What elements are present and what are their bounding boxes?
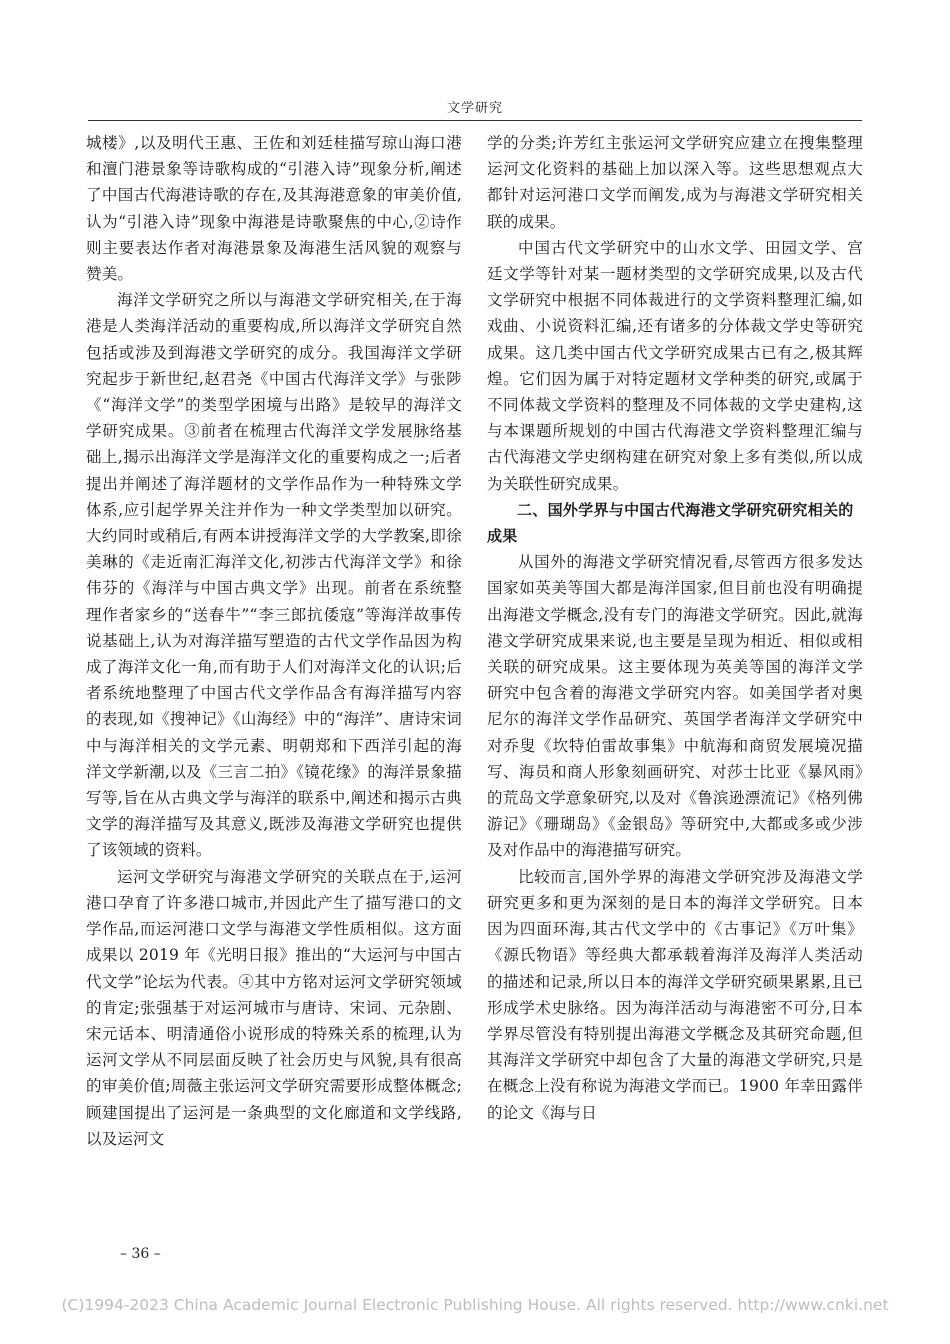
left-column bbox=[86, 130, 462, 1240]
paragraph: 海洋文学研究之所以与海港文学研究相关,在于海港是人类海洋活动的重要构成,所以海洋文学研究自然包括或涉及到海港文学研究的成分。我国海洋文学研究起步于新世纪,赵君尧《中国古代海洋文学》与张陟《“海洋文学”的类型学困境与出路》是较早的海洋文学研究成果。③前者在梳理古代海洋文学发展脉络基础上,揭示出海洋文学是海洋文化的重要构成之一;后者提出并阐述了海洋题材的文学作品作为一种特殊文学体系,应引起学界关注并作为一种文学类型加以研究。大约同时或稍后,有两本讲授海洋文学的大学教案,即徐美琳的《走近南汇海洋文化,初涉古代海洋文学》和徐伟芬的《海洋与中国古典文学》出现。前者在系统整理作者家乡的“送春牛”“李三郎抗倭寇”等海洋故事传说基础上,认为对海洋描写塑造的古代文学作品因为构成了海洋文化一角,而有助于人们对海洋文化的认识;后者系统地整理了中国古代文学作品含有海洋描写内容的表现,如《搜神记》《山海经》中的“海洋”、唐诗宋词中与海洋相关的文学元素、明朝郑和下西洋引起的海洋文学新潮,以及《三言二拍》《镜花缘》的海洋景象描写等,旨在从古典文学与海洋的联系中,阐述和揭示古典文学的海洋描写及其意义,既涉及海港文学研究也提供了该领域的资料。 bbox=[86, 291, 462, 860]
paragraph: 比较而言,国外学界的海港文学研究涉及海港文学研究更多和更为深刻的是日本的海洋文学研究。日本因为四面环海,其古代文学中的《古事记》《万叶集》《源氏物语》等经典大都承载着海洋及海洋人类活动的描述和记录,所以日本的海洋文学研究硕果累累,且已形成学术史脉络。因为海洋活动与海港密不可分,日本学界尽管没有特别提出海港文学概念及其研究命题,但其海洋文学研究中却包含了大量的海港文学研究,只是在概念上没有称说为海港文学而已。1900 年幸田露伴的论文《海与日 bbox=[487, 867, 863, 1122]
paragraph: 城楼》,以及明代王惠、王佐和刘廷桂描写琼山海口港和澶门港景象等诗歌构成的“引港入诗”现象分析,阐述了中国古代海港诗歌的存在,及其海港意象的审美价值,认为“引港入诗”现象中海港是诗歌聚焦的中心,②诗作则主要表达作者对海港景象及海港生活风貌的观察与赞美。 bbox=[86, 134, 462, 284]
page-number: – 36 – bbox=[120, 1246, 161, 1262]
section-heading: 二、国外学界与中国古代海港文学研究研究相关的成果 bbox=[487, 500, 854, 546]
paragraph: 运河文学研究与海港文学研究的关联点在于,运河港口孕育了许多港口城市,并因此产生了描写港口的文学作品,而运河港口文学与海港文学性质相似。这方面成果以 2019 年《光明日报》推出的“大运河与中国古代文学”论坛为代表。④其中方铭对运河文学研究领域的肯定;张强基于对运河城市与唐诗、宋词、元杂剧、宋元话本、明清通俗小说形成的特殊关系的梳理,认为运河文学从不同层面反映了社会历史与风貌,具有很高的审美价值;周薇主张运河文学研究需要形成整体概念;顾建国提出了运河是一条典型的文化廊道和文学线路,以及运河文 bbox=[86, 867, 462, 1148]
copyright-watermark: (C)1994-2023 China Academic Journal Electronic Publishing House. All rights reserved. http://www.cnki.net bbox=[61, 1296, 889, 1314]
running-header: 文学研究 bbox=[446, 101, 503, 116]
right-column bbox=[487, 130, 863, 1240]
header-rule bbox=[88, 120, 862, 121]
paragraph: 学的分类;许芳红主张运河文学研究应建立在搜集整理运河文化资料的基础上加以深入等。这些思想观点大都针对运河港口文学而阐发,成为与海港文学研究相关联的成果。 bbox=[487, 134, 863, 231]
paragraph: 从国外的海港文学研究情况看,尽管西方很多发达国家如英美等国大都是海洋国家,但目前也没有明确提出海港文学概念,没有专门的海港文学研究。因此,就海港文学研究成果来说,也主要是呈现为相近、相似或相关联的研究成果。这主要体现为英美等国的海洋文学研究中包含着的海港文学研究内容。如美国学者对奥尼尔的海洋文学作品研究、英国学者海洋文学研究中对乔叟《坎特伯雷故事集》中航海和商贸发展境况描写、海员和商人形象刻画研究、对莎士比亚《暴风雨》的荒岛文学意象研究,以及对《鲁滨逊漂流记》《格列佛游记》《珊瑚岛》《金银岛》等研究中,大都或多或少涉及对作品中的海港描写研究。 bbox=[487, 553, 863, 860]
paragraph: 中国古代文学研究中的山水文学、田园文学、宫廷文学等针对某一题材类型的文学研究成果,以及古代文学研究中根据不同体裁进行的文学资料整理汇编,如戏曲、小说资料汇编,还有诸多的分体裁文学史等研究成果。这几类中国古代文学研究成果古已有之,极其辉煌。它们因为属于对特定题材文学种类的研究,或属于不同体裁文学资料的整理及不同体裁的文学史建构,这与本课题所规划的中国古代海港文学资料整理汇编与古代海港文学史纲构建在研究对象上多有类似,所以成为关联性研究成果。 bbox=[487, 238, 863, 493]
